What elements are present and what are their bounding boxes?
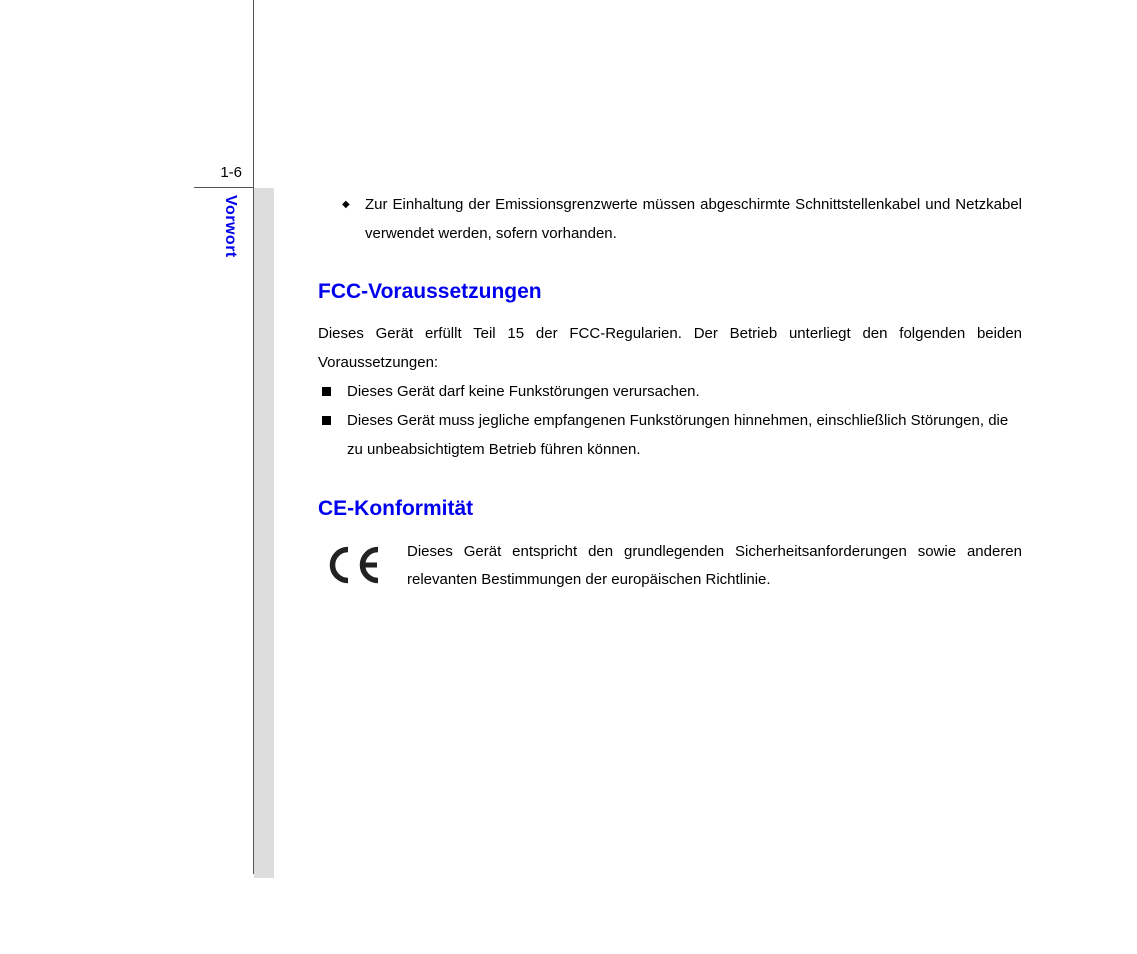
square-bullet-icon	[322, 387, 331, 396]
list-item	[318, 377, 1026, 406]
emission-bullet-text: Zur Einhaltung der Emissionsgrenzwerte müssen abgeschirmte Schnittstellenkabel und Netzkabel verwendet werden, sofern vorhanden.	[365, 196, 1022, 242]
fcc-paragraph: Dieses Gerät erfüllt Teil 15 der FCC-Regularien. Der Betrieb unterliegt den folgenden beiden Voraussetzungen:	[318, 325, 1022, 371]
ce-heading: CE-Konformität	[318, 497, 474, 520]
page-number: 1-6	[220, 164, 242, 181]
square-bullet-icon	[322, 416, 331, 425]
fcc-conditions-list	[318, 377, 1026, 464]
ce-conformity-text: Dieses Gerät entspricht den grundlegenden Sicherheitsanforderungen sowie anderen relevanten Bestimmungen der europäischen Richtlinie.	[407, 543, 1022, 588]
page-content	[318, 190, 1022, 598]
section-side-label: Vorwort	[222, 195, 239, 258]
emission-bullet-item	[318, 190, 1022, 248]
fcc-heading: FCC-Voraussetzungen	[318, 280, 542, 303]
list-item	[318, 406, 1026, 464]
ce-mark-icon	[326, 544, 382, 586]
page-number-rule	[194, 187, 254, 188]
ce-conformity-block	[318, 538, 1022, 598]
list-item-text: Dieses Gerät darf keine Funkstörungen verursachen.	[347, 383, 700, 400]
diamond-bullet-icon: ◆	[342, 199, 350, 210]
side-gray-band	[254, 188, 274, 878]
list-item-text: Dieses Gerät muss jegliche empfangenen Funkstörungen hinnehmen, einschließlich Störungen, die zu unbeabsichtigtem Betrieb führen können.	[347, 412, 1009, 458]
